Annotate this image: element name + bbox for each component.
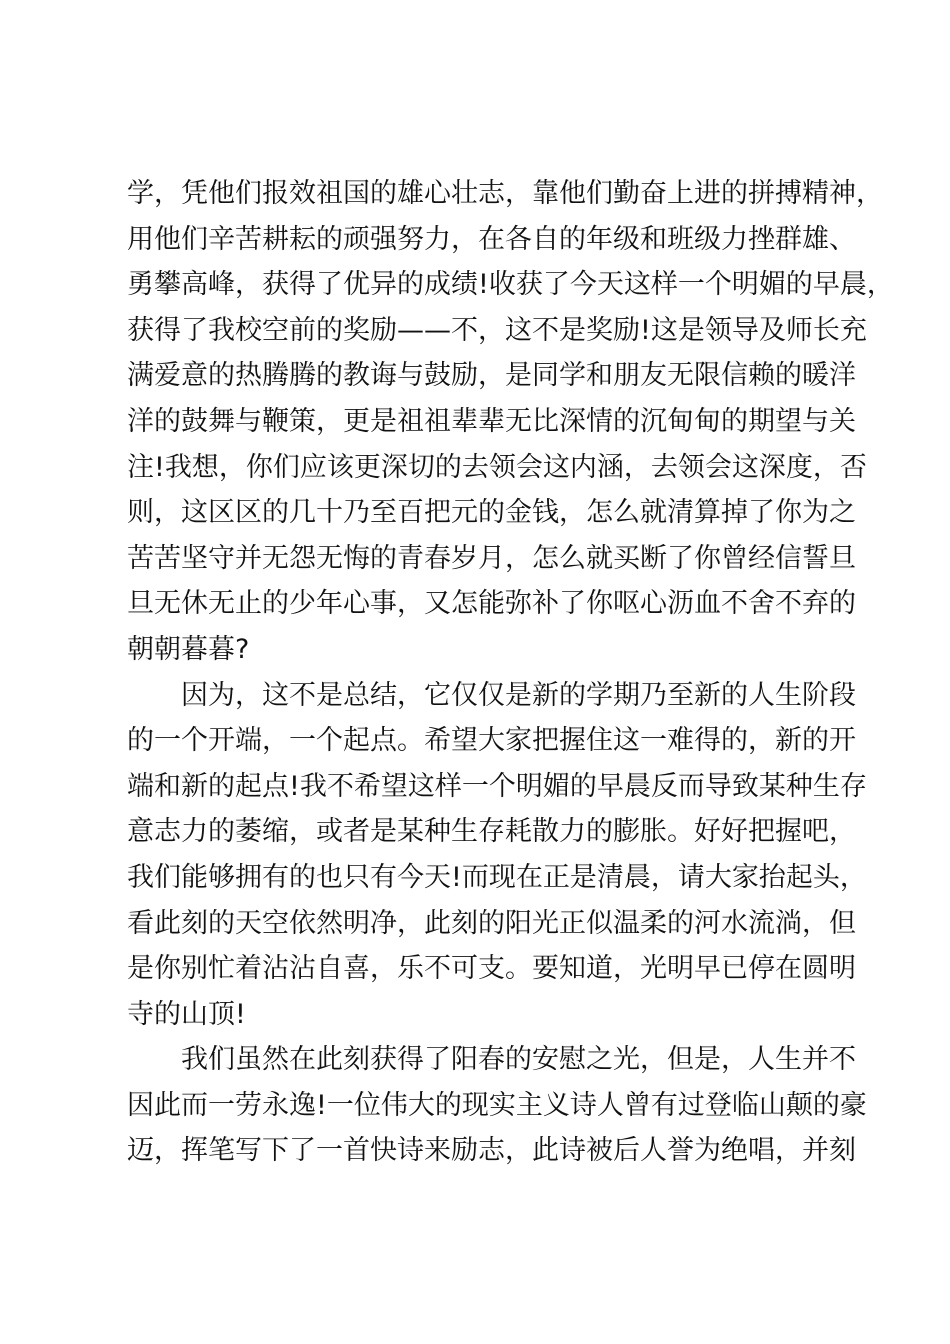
body-text bbox=[127, 171, 894, 1174]
text-line: 迈，挥笔写下了一首快诗来励志，此诗被后人誉为绝唱，并刻 bbox=[127, 1135, 856, 1167]
text-line: 获得了我校空前的奖励——不，这不是奖励!这是领导及师长充 bbox=[127, 314, 867, 346]
text-line: 因此而一劳永逸!一位伟大的现实主义诗人曾有过登临山颠的豪 bbox=[127, 1089, 867, 1121]
text-line: 则，这区区的几十乃至百把元的金钱，怎么就清算掉了你为之 bbox=[127, 497, 856, 529]
text-line: 看此刻的天空依然明净，此刻的阳光正似温柔的河水流淌，但 bbox=[127, 907, 856, 939]
text-line: 寺的山顶! bbox=[127, 998, 246, 1030]
text-line: 朝朝暮暮? bbox=[127, 633, 250, 665]
text-line: 注!我想，你们应该更深切的去领会这内涵，去领会这深度，否 bbox=[127, 451, 867, 483]
text-line: 满爱意的热腾腾的教诲与鼓励，是同学和朋友无限信赖的暖洋 bbox=[127, 360, 856, 392]
text-line: 是你别忙着沾沾自喜，乐不可支。要知道，光明早已停在圆明 bbox=[127, 953, 856, 985]
text-line: 勇攀高峰，获得了优异的成绩!收获了今天这样一个明媚的早晨， bbox=[127, 269, 894, 301]
text-line: 洋的鼓舞与鞭策，更是祖祖辈辈无比深情的沉甸甸的期望与关 bbox=[127, 405, 856, 437]
text-line: 的一个开端，一个起点。希望大家把握住这一难得的，新的开 bbox=[127, 725, 856, 757]
paragraph-start-line: 因为，这不是总结，它仅仅是新的学期乃至新的人生阶段 bbox=[181, 679, 856, 711]
text-line: 学，凭他们报效祖国的雄心壮志，靠他们勤奋上进的拼搏精神， bbox=[127, 178, 883, 209]
text-line: 我们能够拥有的也只有今天!而现在正是清晨，请大家抬起头， bbox=[127, 861, 867, 893]
text-line: 意志力的萎缩，或者是某种生存耗散力的膨胀。好好把握吧， bbox=[127, 816, 856, 848]
paragraph-start-line: 我们虽然在此刻获得了阳春的安慰之光，但是，人生并不 bbox=[181, 1044, 856, 1076]
text-line: 苦苦坚守并无怨无悔的青春岁月，怎么就买断了你曾经信誓旦 bbox=[127, 542, 856, 574]
text-line: 用他们辛苦耕耘的顽强努力，在各自的年级和班级力挫群雄、 bbox=[127, 223, 856, 255]
text-line: 旦无休无止的少年心事，又怎能弥补了你呕心沥血不舍不弃的 bbox=[127, 588, 856, 620]
text-line: 端和新的起点!我不希望这样一个明媚的早晨反而导致某种生存 bbox=[127, 770, 867, 802]
